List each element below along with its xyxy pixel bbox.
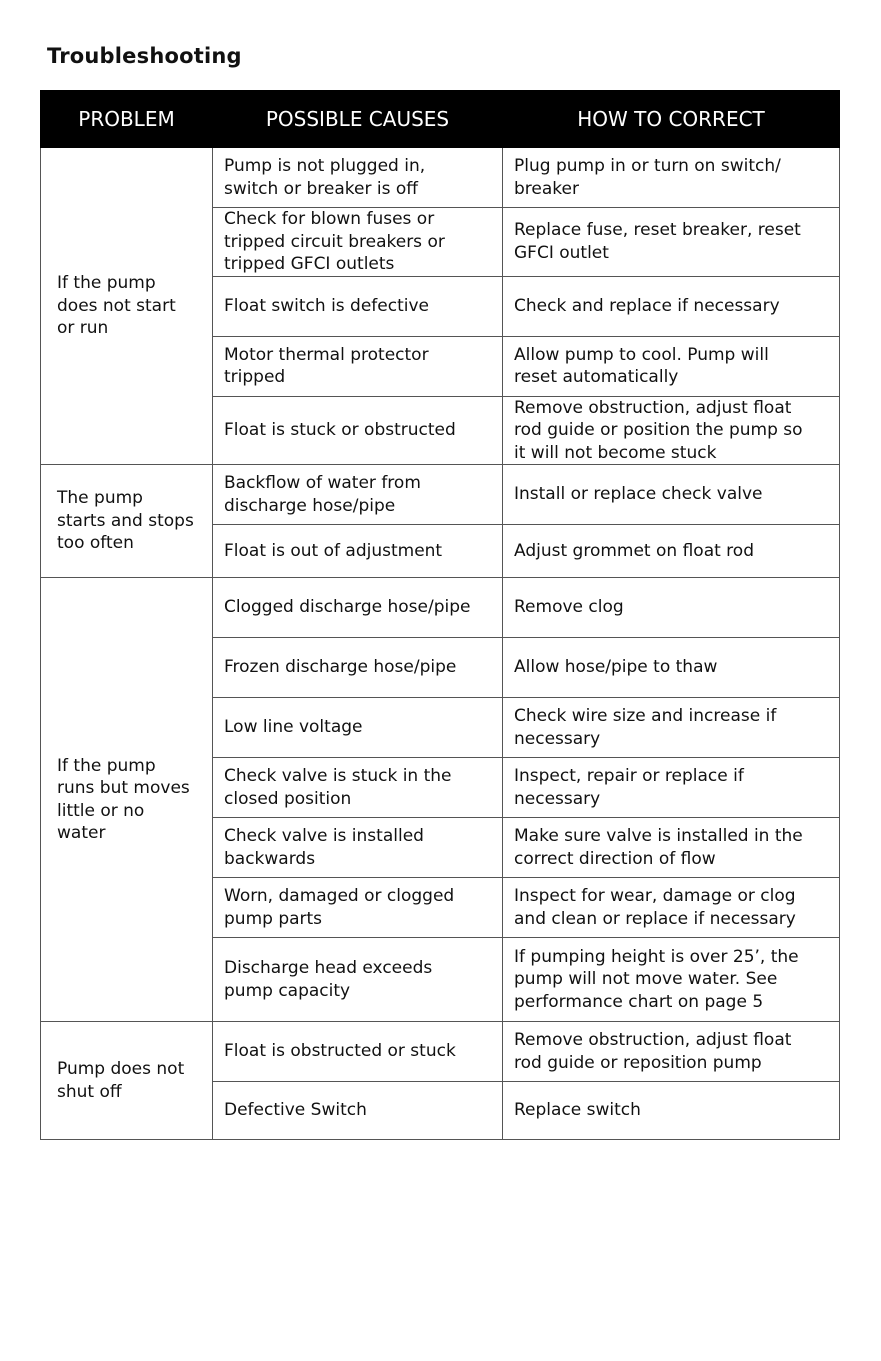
problem-cell: If the pump runs but moves little or no water xyxy=(41,578,213,1022)
table-row xyxy=(41,578,840,638)
cause-cell: Discharge head exceeds pump capacity xyxy=(213,938,503,1022)
fix-cell: Replace fuse, reset breaker, reset GFCI outlet xyxy=(503,208,840,277)
fix-cell: Replace switch xyxy=(503,1082,840,1140)
table-row xyxy=(41,465,840,525)
cause-cell: Pump is not plugged in, switch or breaker is off xyxy=(213,148,503,208)
cause-cell: Worn, damaged or clogged pump parts xyxy=(213,878,503,938)
column-header-possible-causes: POSSIBLE CAUSES xyxy=(213,91,503,148)
cause-cell: Float switch is defective xyxy=(213,276,503,336)
column-header-problem: PROBLEM xyxy=(41,91,213,148)
table-row xyxy=(41,1022,840,1082)
fix-cell: Remove clog xyxy=(503,578,840,638)
fix-cell: Inspect, repair or replace if necessary xyxy=(503,758,840,818)
cause-cell: Check valve is stuck in the closed position xyxy=(213,758,503,818)
cause-cell: Check valve is installed backwards xyxy=(213,818,503,878)
cause-cell: Float is obstructed or stuck xyxy=(213,1022,503,1082)
cause-cell: Frozen discharge hose/pipe xyxy=(213,638,503,698)
fix-cell: Make sure valve is installed in the correct direction of flow xyxy=(503,818,840,878)
cause-cell: Float is out of adjustment xyxy=(213,525,503,578)
cause-cell: Defective Switch xyxy=(213,1082,503,1140)
fix-cell: Install or replace check valve xyxy=(503,465,840,525)
troubleshooting-table xyxy=(40,90,840,1140)
fix-cell: Remove obstruction, adjust float rod guide or position the pump so it will not become stuck xyxy=(503,396,840,465)
cause-cell: Float is stuck or obstructed xyxy=(213,396,503,465)
problem-cell: Pump does not shut off xyxy=(41,1022,213,1140)
column-header-how-to-correct: HOW TO CORRECT xyxy=(503,91,840,148)
cause-cell: Low line voltage xyxy=(213,698,503,758)
table-header xyxy=(41,91,840,148)
fix-cell: Allow hose/pipe to thaw xyxy=(503,638,840,698)
fix-cell: Adjust grommet on float rod xyxy=(503,525,840,578)
header-row xyxy=(41,91,840,148)
fix-cell: Check wire size and increase if necessary xyxy=(503,698,840,758)
table-row xyxy=(41,148,840,208)
fix-cell: Check and replace if necessary xyxy=(503,276,840,336)
fix-cell: Plug pump in or turn on switch/ breaker xyxy=(503,148,840,208)
table-body xyxy=(41,148,840,1140)
problem-cell: If the pump does not start or run xyxy=(41,148,213,465)
cause-cell: Backflow of water from discharge hose/pipe xyxy=(213,465,503,525)
page-title: Troubleshooting xyxy=(47,44,242,68)
fix-cell: If pumping height is over 25’, the pump will not move water. See performance chart on page 5 xyxy=(503,938,840,1022)
cause-cell: Motor thermal protector tripped xyxy=(213,336,503,396)
cause-cell: Check for blown fuses or tripped circuit breakers or tripped GFCI outlets xyxy=(213,208,503,277)
fix-cell: Allow pump to cool. Pump will reset automatically xyxy=(503,336,840,396)
cause-cell: Clogged discharge hose/pipe xyxy=(213,578,503,638)
problem-cell: The pump starts and stops too often xyxy=(41,465,213,578)
fix-cell: Remove obstruction, adjust float rod guide or reposition pump xyxy=(503,1022,840,1082)
fix-cell: Inspect for wear, damage or clog and clean or replace if necessary xyxy=(503,878,840,938)
